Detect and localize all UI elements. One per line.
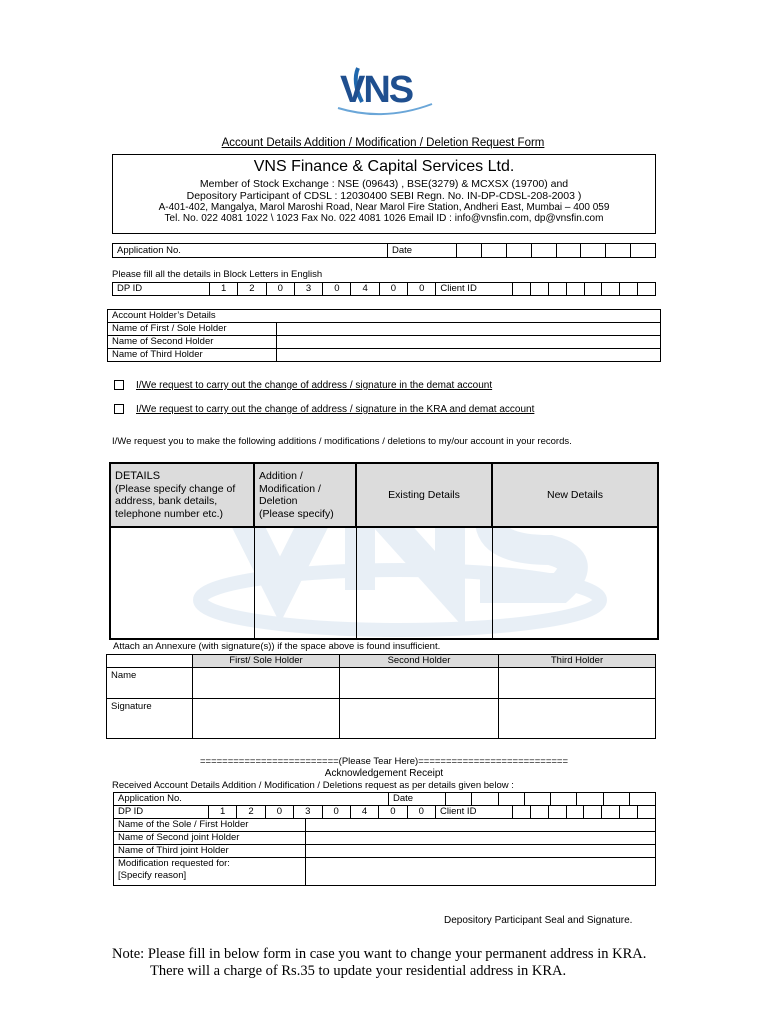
action-sub4: (Please specify) (259, 507, 334, 520)
second-name-input[interactable] (340, 668, 499, 699)
form-title: Account Details Addition / Modification / Deletion Request Form (221, 137, 545, 149)
action-input[interactable] (254, 527, 356, 639)
client-id-box[interactable] (549, 283, 567, 296)
ack-second-joint-input[interactable] (306, 832, 656, 845)
dp-id-digit: 0 (379, 283, 407, 296)
ack-received: Received Account Details Addition / Modification / Deletions request as per details given below : (112, 780, 514, 791)
ack-client-id-box[interactable] (513, 806, 531, 819)
details-sub3: telephone number etc.) (115, 507, 223, 520)
note-line1: Note: Please fill in below form in case you want to change your permanent address in KRA. (112, 946, 647, 962)
block-letters-note: Please fill all the details in Block Letters in English (112, 269, 323, 280)
company-line1: Member of Stock Exchange : NSE (09643) , BSE(3279) & MCXSX (19700) and (199, 178, 569, 190)
third-holder-col: Third Holder (499, 655, 656, 668)
client-id-box[interactable] (638, 283, 656, 296)
details-title: DETAILS (115, 470, 161, 482)
details-sub1: (Please specify change of (115, 482, 236, 495)
ack-mod-requested: Modification requested for: (118, 858, 230, 869)
checkbox-kra-demat-label: I/We request to carry out the change of address / signature in the KRA and demat account (136, 404, 535, 415)
signature-corner (107, 655, 193, 668)
ack-date-box[interactable] (551, 793, 577, 806)
ack-dp-id-digit: 3 (294, 806, 322, 819)
second-holder-col: Second Holder (340, 655, 499, 668)
ack-dp-id-digit: 2 (237, 806, 265, 819)
second-signature-input[interactable] (340, 699, 499, 739)
ack-client-id-box[interactable] (566, 806, 584, 819)
ack-date-box[interactable] (577, 793, 603, 806)
client-id-label: Client ID (436, 283, 513, 296)
first-holder-label: Name of First / Sole Holder (108, 323, 277, 336)
company-line2: Depository Participant of CDSL : 12030400 SEBI Regn. No. IN-DP-CDSL-208-2003 ) (186, 190, 582, 202)
ack-sole-first-label: Name of the Sole / First Holder (114, 819, 306, 832)
second-holder-label: Name of Second Holder (108, 336, 277, 349)
date-box[interactable] (606, 244, 631, 258)
holders-header: Account Holder’s Details (108, 310, 661, 323)
ack-client-id-box[interactable] (638, 806, 656, 819)
ack-date-label: Date (389, 793, 446, 806)
name-row-label: Name (107, 668, 193, 699)
application-table (112, 243, 656, 258)
ack-dp-id-digit: 0 (322, 806, 350, 819)
details-header (110, 463, 254, 527)
company-box (112, 154, 656, 234)
company-name: VNS Finance & Capital Services Ltd. (253, 158, 515, 175)
ack-dp-id-table (113, 805, 656, 819)
ack-application-no-label: Application No. (114, 793, 389, 806)
checkbox-demat[interactable] (114, 380, 124, 390)
ack-third-joint-label: Name of Third joint Holder (114, 845, 306, 858)
date-label: Date (388, 244, 457, 258)
seal-text: Depository Participant Seal and Signature. (444, 915, 633, 926)
ack-date-box[interactable] (446, 793, 472, 806)
signature-table (106, 654, 656, 739)
action-sub2: Modification / (259, 482, 321, 495)
ack-modification-label (114, 858, 306, 886)
dp-id-digit: 4 (351, 283, 379, 296)
date-box[interactable] (531, 244, 556, 258)
client-id-box[interactable] (531, 283, 549, 296)
dp-id-digit: 0 (323, 283, 351, 296)
date-box[interactable] (457, 244, 482, 258)
ack-client-id-box[interactable] (548, 806, 566, 819)
client-id-box[interactable] (620, 283, 638, 296)
ack-dp-id-digit: 0 (265, 806, 293, 819)
ack-dp-id-digit: 1 (209, 806, 237, 819)
ack-date-box[interactable] (603, 793, 629, 806)
vns-logo (328, 60, 440, 122)
date-box[interactable] (556, 244, 581, 258)
action-header (254, 463, 356, 527)
first-name-input[interactable] (193, 668, 340, 699)
ack-dp-id-digit: 4 (350, 806, 378, 819)
ack-client-id-box[interactable] (620, 806, 638, 819)
dp-id-digit: 2 (238, 283, 266, 296)
details-table (109, 462, 659, 640)
ack-modification-input[interactable] (306, 858, 656, 886)
dp-id-digit: 3 (294, 283, 322, 296)
third-signature-input[interactable] (499, 699, 656, 739)
ack-dp-id-digit: 0 (407, 806, 435, 819)
dp-id-label: DP ID (113, 283, 210, 296)
second-holder-input[interactable] (277, 336, 661, 349)
company-line4: Tel. No. 022 4081 1022 \ 1023 Fax No. 022 4081 1026 Email ID : info@vnsfin.com, dp@vnsfin.com (164, 213, 604, 224)
third-name-input[interactable] (499, 668, 656, 699)
date-box[interactable] (506, 244, 531, 258)
ack-second-joint-label: Name of Second joint Holder (114, 832, 306, 845)
ack-sole-first-input[interactable] (306, 819, 656, 832)
signature-row-label: Signature (107, 699, 193, 739)
ack-client-id-box[interactable] (584, 806, 602, 819)
ack-third-joint-input[interactable] (306, 845, 656, 858)
dp-id-table (112, 282, 656, 296)
logo-text: VNS (340, 69, 413, 111)
ack-application-table (113, 792, 656, 806)
ack-date-box[interactable] (472, 793, 498, 806)
ack-dp-id-digit: 0 (379, 806, 407, 819)
holders-table (107, 309, 661, 362)
new-details-header: New Details (492, 463, 658, 527)
checkbox-demat-label: I/We request to carry out the change of address / signature in the demat account (136, 380, 493, 391)
note-line2: There will a charge of Rs.35 to update your residential address in KRA. (150, 963, 567, 979)
annexure-note: Attach an Annexure (with signature(s)) if the space above is found insufficient. (113, 641, 441, 652)
dp-id-digit: 1 (210, 283, 238, 296)
ack-date-box[interactable] (524, 793, 550, 806)
details-sub2: address, bank details, (115, 495, 218, 507)
client-id-box[interactable] (513, 283, 531, 296)
action-sub1: Addition / (259, 470, 303, 482)
ack-title: Acknowledgement Receipt (324, 768, 444, 779)
details-input[interactable] (110, 527, 254, 639)
date-box[interactable] (631, 244, 656, 258)
ack-client-id-box[interactable] (530, 806, 548, 819)
date-box[interactable] (481, 244, 506, 258)
dp-id-digit: 0 (266, 283, 294, 296)
ack-client-id-label: Client ID (436, 806, 513, 819)
ack-date-box[interactable] (629, 793, 655, 806)
request-text: I/We request you to make the following additions / modifications / deletions to my/our account in your records. (112, 436, 572, 447)
first-holder-col: First/ Sole Holder (193, 655, 340, 668)
dp-id-digit: 0 (408, 283, 436, 296)
tear-line: =========================(Please Tear Here)=========================== (199, 756, 569, 767)
existing-details-input[interactable] (356, 527, 492, 639)
action-sub3: Deletion (259, 495, 298, 507)
first-holder-input[interactable] (277, 323, 661, 336)
client-id-box[interactable] (566, 283, 584, 296)
ack-client-id-box[interactable] (602, 806, 620, 819)
date-box[interactable] (581, 244, 606, 258)
third-holder-input[interactable] (277, 349, 661, 362)
ack-holders-table (113, 818, 656, 886)
checkbox-kra-demat[interactable] (114, 404, 124, 414)
third-holder-label: Name of Third Holder (108, 349, 277, 362)
ack-specify-reason: [Specify reason] (118, 870, 187, 881)
company-line3: A-401-402, Mangalya, Marol Maroshi Road, Near Marol Fire Station, Andheri East, Mumbai – 400 059 (158, 202, 610, 213)
new-details-input[interactable] (492, 527, 658, 639)
application-no-label: Application No. (113, 244, 388, 258)
client-id-box[interactable] (584, 283, 602, 296)
ack-date-box[interactable] (498, 793, 524, 806)
ack-dp-id-label: DP ID (114, 806, 209, 819)
client-id-box[interactable] (602, 283, 620, 296)
first-signature-input[interactable] (193, 699, 340, 739)
existing-details-header: Existing Details (356, 463, 492, 527)
